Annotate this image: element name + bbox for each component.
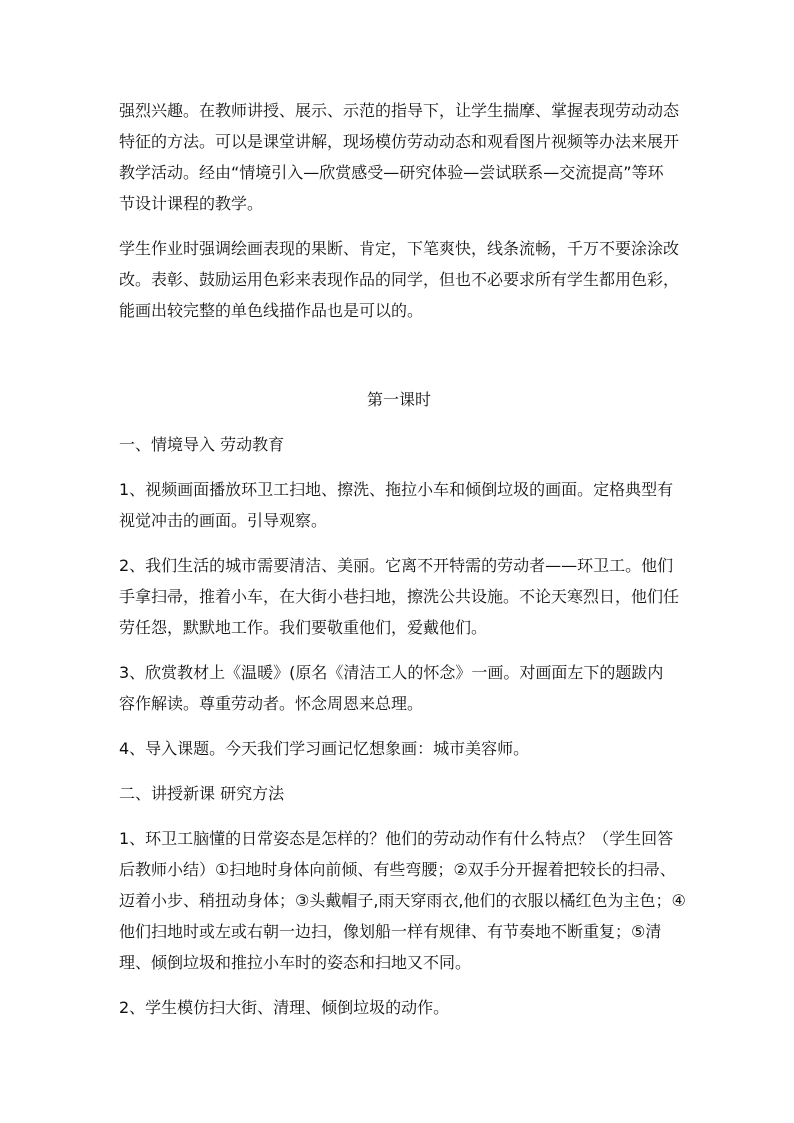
text-line: 1、环卫工脑懂的日常姿态是怎样的？他们的劳动动作有什么特点？（学生回答 <box>119 829 674 848</box>
text-line: 视觉冲击的画面。引导观察。 <box>119 511 328 530</box>
text-line: 他们扫地时或左或右朝一边扫，像划船一样有规律、有节奏地不断重复；⑤清 <box>119 922 662 941</box>
intro-paragraph-1 <box>119 95 679 219</box>
section2-item-2 <box>119 992 679 1023</box>
text-line: 2、学生模仿扫大街、清理、倾倒垃圾的动作。 <box>119 998 450 1017</box>
section-heading-2: 二、讲授新课 研究方法 <box>119 784 285 803</box>
text-line: 1、视频画面播放环卫工扫地、擦洗、拖拉小车和倾倒垃圾的画面。定格典型有 <box>119 480 674 499</box>
section1-item-1 <box>119 474 679 536</box>
text-line: 后教师小结）①扫地时身体向前倾、有些弯腰；②双手分开握着把较长的扫帚、 <box>119 860 676 879</box>
text-line: 强烈兴趣。在教师讲授、展示、示范的指导下，让学生揣摩、掌握表现劳动动态 <box>119 101 680 120</box>
lesson-title: 第一课时 <box>366 390 431 409</box>
text-line: 特征的方法。可以是课堂讲解，现场模仿劳动动态和观看图片视频等办法来展开 <box>119 132 680 151</box>
section1-item-2 <box>119 550 679 643</box>
text-line: 学生作业时强调绘画表现的果断、肯定，下笔爽快，线条流畅，千万不要涂涂改 <box>119 239 680 258</box>
text-line: 容作解读。尊重劳动者。怀念周恩来总理。 <box>119 694 424 713</box>
text-line: 能画出较完整的单色线描作品也是可以的。 <box>119 301 424 320</box>
text-line: 2、我们生活的城市需要清洁、美丽。它离不开特需的劳动者——环卫工。他们 <box>119 556 674 575</box>
section2-item-1 <box>119 823 686 978</box>
text-line: 改。表彰、鼓励运用色彩来表现作品的同学，但也不必要求所有学生都用色彩， <box>119 270 680 289</box>
text-line: 4、导入课题。今天我们学习画记忆想象画：城市美容师。 <box>119 739 530 758</box>
text-line: 教学活动。经由“情境引入—欣赏感受—研究体验—尝试联系—交流提高”等环 <box>119 163 664 182</box>
intro-paragraph-2 <box>119 233 679 326</box>
document-body <box>119 95 686 1037</box>
text-line: 理、倾倒垃圾和推拉小车时的姿态和扫地又不同。 <box>119 953 472 972</box>
section-heading-1: 一、情境导入 劳动教育 <box>119 435 285 454</box>
text-line: 手拿扫帚，推着小车，在大街小巷扫地，擦洗公共设施。不论天寒烈日，他们任 <box>119 587 680 606</box>
text-line: 节设计课程的教学。 <box>119 194 264 213</box>
text-line: 劳任怨，默默地工作。我们要敬重他们，爱戴他们。 <box>119 618 488 637</box>
section1-item-3 <box>119 657 679 719</box>
section1-item-4 <box>119 733 679 764</box>
text-line: 3、欣赏教材上《温暖》(原名《清洁工人的怀念》一画。对画面左下的题跋内 <box>119 663 664 682</box>
text-line: 迈着小步、稍扭动身体；③头戴帽子,雨天穿雨衣,他们的衣服以橘红色为主色；④ <box>119 891 686 910</box>
